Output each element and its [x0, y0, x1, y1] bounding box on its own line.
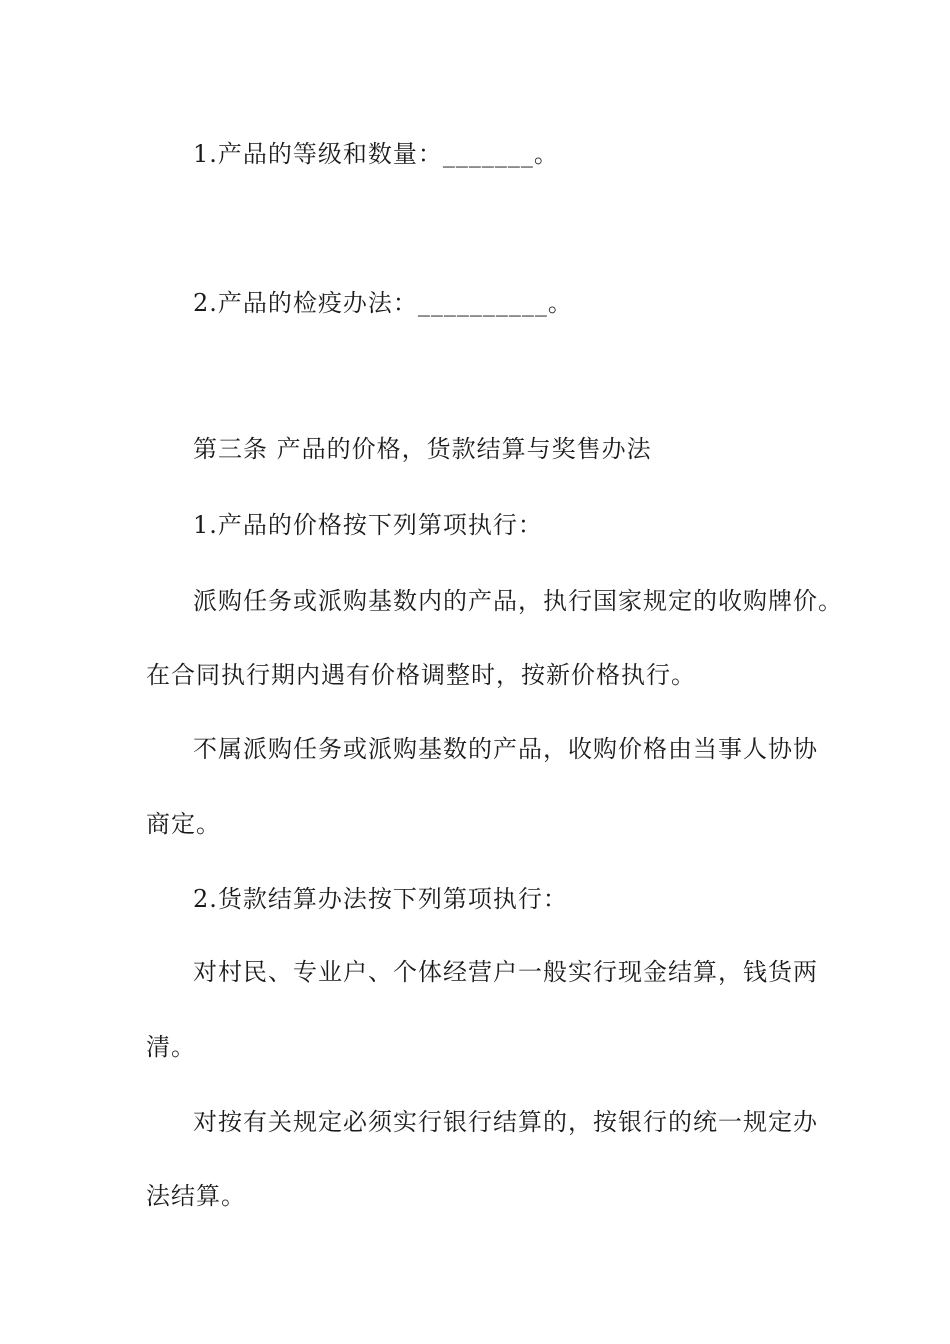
price-item-heading: 1.产品的价格按下列第项执行： — [193, 511, 543, 539]
paragraph-line: 法结算。 — [146, 1182, 246, 1210]
article-three-heading: 第三条 产品的价格，货款结算与奖售办法 — [193, 435, 652, 463]
paragraph-line: 清。 — [146, 1033, 196, 1061]
paragraph-line: 对按有关规定必须实行银行结算的，按银行的统一规定办 — [193, 1108, 818, 1136]
paragraph-line: 商定。 — [146, 810, 221, 838]
clause-item-quarantine-method: 2.产品的检疫办法：__________。 — [193, 289, 573, 317]
paragraph-line: 不属派购任务或派购基数的产品，收购价格由当事人协协 — [193, 735, 818, 763]
paragraph-line: 在合同执行期内遇有价格调整时，按新价格执行。 — [146, 661, 696, 689]
paragraph-line: 派购任务或派购基数内的产品，执行国家规定的收购牌价。 — [193, 587, 843, 615]
clause-item-grade-quantity: 1.产品的等级和数量：_______。 — [193, 140, 559, 168]
payment-item-heading: 2.货款结算办法按下列第项执行： — [193, 885, 568, 913]
paragraph-line: 对村民、专业户、个体经营户一般实行现金结算，钱货两 — [193, 958, 818, 986]
